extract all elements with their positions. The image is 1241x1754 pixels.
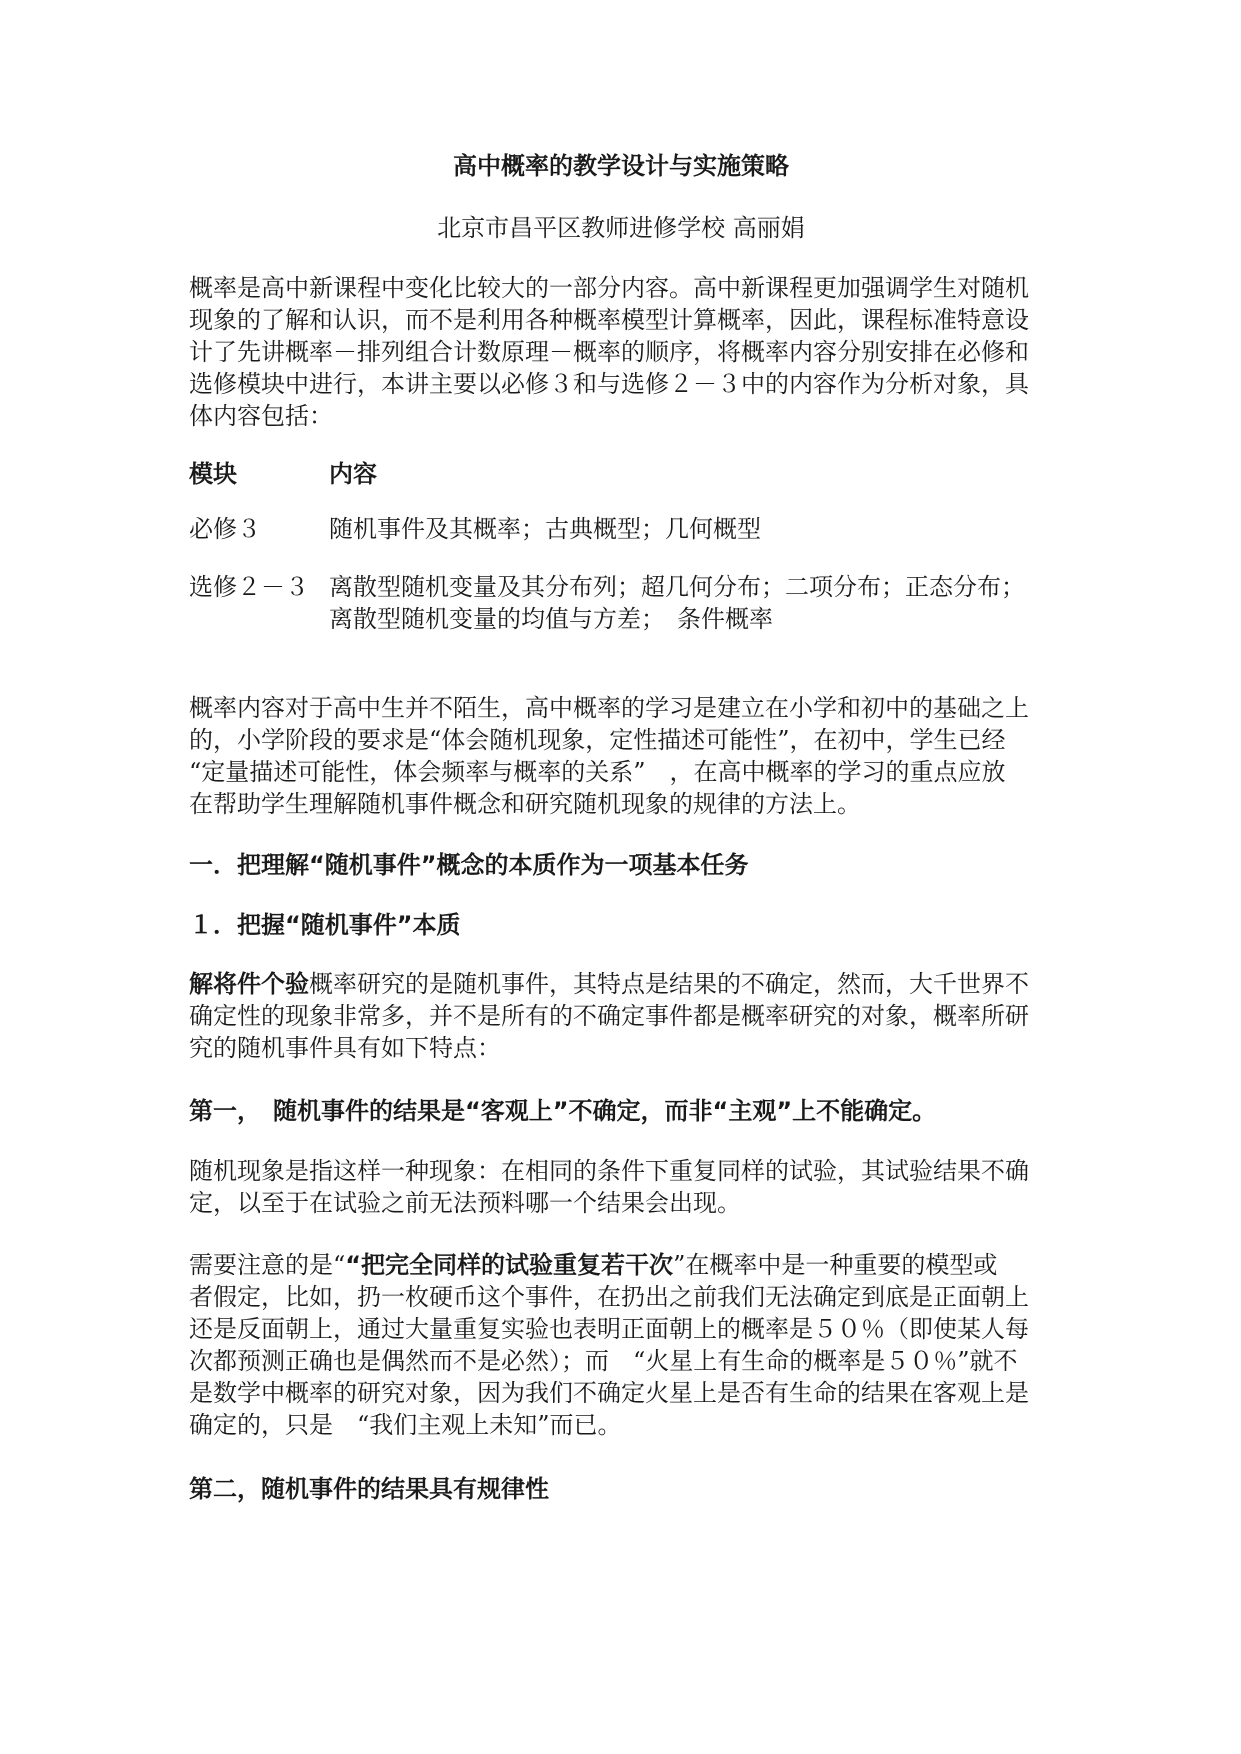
intro-paragraph xyxy=(189,272,1053,432)
paragraph-line: 还是反面朝上，通过大量重复实验也表明正面朝上的概率是５０％（即使某人每 xyxy=(189,1315,1029,1343)
paragraph-line: 随机现象是指这样一种现象：在相同的条件下重复同样的试验，其试验结果不确 xyxy=(189,1157,1029,1185)
table-row-module: 必修３ xyxy=(189,515,261,543)
paragraph-line: “定量描述可能性，体会频率与概率的关系” ，在高中概率的学习的重点应放 xyxy=(189,758,1006,786)
section-heading-2: 第一， 随机事件的结果是“客观上”不确定，而非“主观”上不能确定。 xyxy=(189,1097,937,1125)
paragraph-line xyxy=(189,968,1053,1000)
subsection-heading-1: １．把握“随机事件”本质 xyxy=(189,911,461,939)
paragraph-2 xyxy=(189,692,1053,820)
paragraph-line xyxy=(189,1249,1053,1281)
paragraph-line: 确定的，只是 “我们主观上未知”而已。 xyxy=(189,1411,622,1439)
paragraph-line: 定，以至于在试验之前无法预料哪一个结果会出现。 xyxy=(189,1189,741,1217)
paragraph-3 xyxy=(189,968,1053,1064)
paragraph-text: ”在概率中是一种重要的模型或 xyxy=(673,1251,998,1279)
paragraph-line: 次都预测正确也是偶然而不是必然）；而 “火星上有生命的概率是５０％”就不 xyxy=(189,1347,1018,1375)
bold-phrase: “把完全同样的试验重复若干次 xyxy=(345,1251,674,1279)
paragraph-text: 概率研究的是随机事件，其特点是结果的不确定，然而，大千世界不 xyxy=(309,970,1029,998)
table-header-module: 模块 xyxy=(189,460,237,488)
paragraph-line: 是数学中概率的研究对象，因为我们不确定火星上是否有生命的结果在客观上是 xyxy=(189,1379,1029,1407)
paragraph-line: 概率内容对于高中生并不陌生，高中概率的学习是建立在小学和初中的基础之上 xyxy=(189,694,1029,722)
intro-line: 选修模块中进行，本讲主要以必修３和与选修２－３中的内容作为分析对象，具 xyxy=(189,370,1029,398)
section-heading-1: 一．把理解“随机事件”概念的本质作为一项基本任务 xyxy=(189,851,749,879)
document-title: 高中概率的教学设计与实施策略 xyxy=(453,152,789,180)
table-row-module: 选修２－３ xyxy=(189,573,309,601)
table-row-content: 随机事件及其概率；古典概型；几何概型 xyxy=(329,515,761,543)
table-header-content: 内容 xyxy=(329,460,377,488)
document-page xyxy=(189,0,1053,1754)
intro-line: 概率是高中新课程中变化比较大的一部分内容。高中新课程更加强调学生对随机 xyxy=(189,274,1029,302)
paragraph-line: 确定性的现象非常多，并不是所有的不确定事件都是概率研究的对象，概率所研 xyxy=(189,1002,1029,1030)
paragraph-text: 需要注意的是“ xyxy=(189,1251,346,1279)
paragraph-4 xyxy=(189,1155,1053,1219)
paragraph-line: 在帮助学生理解随机事件概念和研究随机现象的规律的方法上。 xyxy=(189,790,861,818)
table-row-content: 离散型随机变量及其分布列；超几何分布；二项分布；正态分布； xyxy=(329,573,1025,601)
intro-line: 体内容包括： xyxy=(189,402,333,430)
paragraph-line: 的，小学阶段的要求是“体会随机现象，定性描述可能性”，在初中，学生已经 xyxy=(189,726,1006,754)
bold-prefix: 解将件个验 xyxy=(189,970,309,998)
paragraph-5 xyxy=(189,1249,1053,1441)
section-heading-3: 第二，随机事件的结果具有规律性 xyxy=(189,1475,549,1503)
paragraph-line: 者假定，比如，扔一枚硬币这个事件，在扔出之前我们无法确定到底是正面朝上 xyxy=(189,1283,1029,1311)
paragraph-line: 究的随机事件具有如下特点： xyxy=(189,1034,501,1062)
intro-line: 现象的了解和认识，而不是利用各种概率模型计算概率，因此，课程标准特意设 xyxy=(189,306,1029,334)
intro-line: 计了先讲概率－排列组合计数原理－概率的顺序，将概率内容分别安排在必修和 xyxy=(189,338,1029,366)
author-line: 北京市昌平区教师进修学校 高丽娟 xyxy=(437,214,805,242)
table-row-content: 离散型随机变量的均值与方差； 条件概率 xyxy=(329,605,773,633)
